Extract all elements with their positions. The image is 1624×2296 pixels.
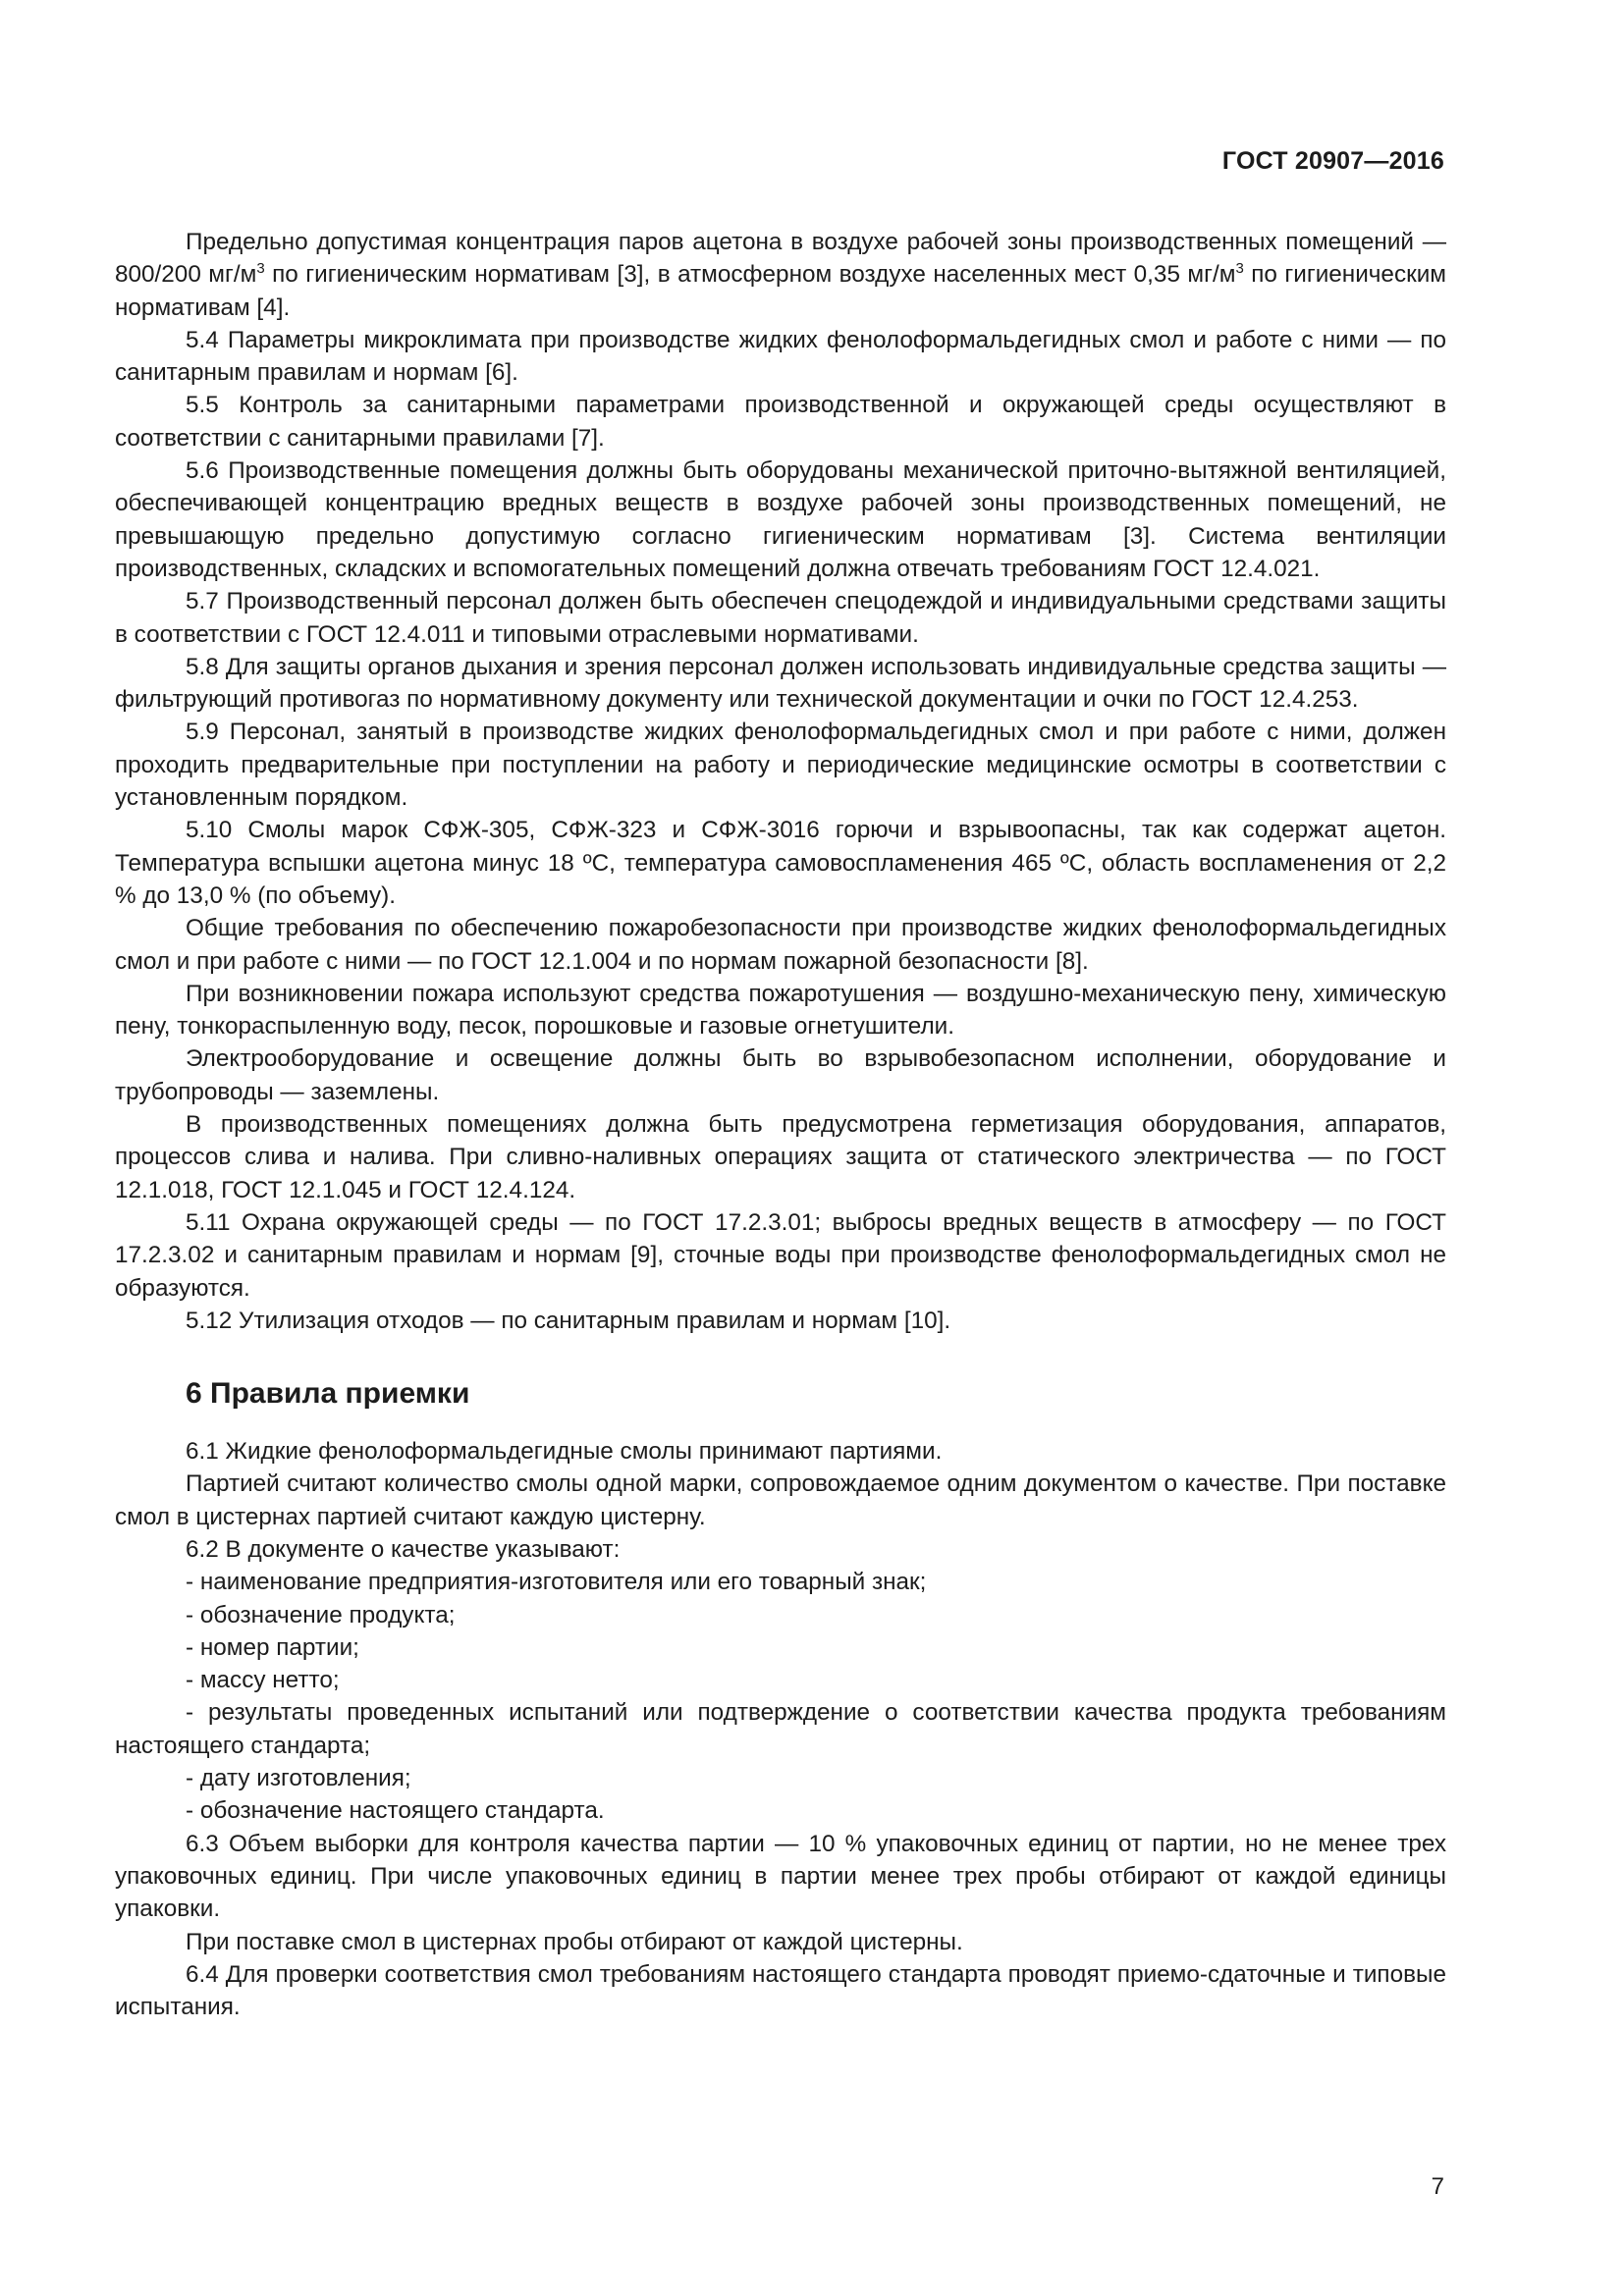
- paragraph-acetone-limits: Предельно допустимая концентрация паров ацетона в воздухе рабочей зоны производственных помещений — 800/200 $мг/м^3$ по гигиеническим нормативам [3], в атмосферном воздухе населенных мест 0,35 $мг/м^3$ по гигиеническим нормативам [4].: [115, 229, 1446, 321]
- paragraph-electric: Электрооборудование и освещение должны быть во взрывобезопасном исполнении, оборудование и трубопроводы — заземлены.: [115, 1045, 1446, 1105]
- paragraph-5-5: 5.5 Контроль за санитарными параметрами производственной и окружающей среды осуществляют в соответствии с санитарными правилами [7].: [115, 392, 1446, 452]
- list-item: - наименование предприятия-изготовителя или его товарный знак;: [186, 1569, 927, 1596]
- document-body: [115, 226, 1446, 2023]
- document-code-header: ГОСТ 20907—2016: [1221, 147, 1444, 175]
- paragraph-5-8: 5.8 Для защиты органов дыхания и зрения персонал должен использовать индивидуальные средства защиты — фильтрующий противогаз по нормативному документу или технической документации и очки по ГОСТ 12.4.253.: [115, 653, 1446, 714]
- list-item: - результаты проведенных испытаний или подтверждение о соответствии качества продукта требованиям настоящего стандарта;: [115, 1699, 1446, 1759]
- paragraph-batch: Партией считают количество смолы одной марки, сопровождаемое одним документом о качестве. При поставке смол в цистернах партией считают каждую цистерну.: [115, 1470, 1446, 1530]
- list-item: - обозначение продукта;: [186, 1601, 456, 1629]
- section-heading-6: 6 Правила приемки: [186, 1377, 470, 1411]
- list-item: - массу нетто;: [186, 1667, 340, 1694]
- paragraph-5-11: 5.11 Охрана окружающей среды — по ГОСТ 17.2.3.01; выбросы вредных веществ в атмосферу — по ГОСТ 17.2.3.02 и санитарным правилам и нормам [9], сточные воды при производстве фенолоформальдегидных смол не образуются.: [115, 1208, 1446, 1302]
- paragraph-6-2: 6.2 В документе о качестве указывают:: [186, 1535, 621, 1563]
- paragraph-5-7: 5.7 Производственный персонал должен быть обеспечен спецодеждой и индивидуальными средствами защиты в соответствии с ГОСТ 12.4.011 и типовыми отраслевыми нормативами.: [115, 588, 1446, 648]
- superscript: 3: [256, 260, 265, 278]
- paragraph-5-4: 5.4 Параметры микроклимата при производстве жидких фенолоформальдегидных смол и работе с ними — по санитарным правилам и нормам [6].: [115, 326, 1446, 387]
- paragraph-6-3: 6.3 Объем выборки для контроля качества партии — 10 % упаковочных единиц от партии, но не менее трех упаковочных единиц. При числе упаковочных единиц в партии менее трех пробы отбирают от каждой единицы упаковки.: [115, 1830, 1446, 1923]
- list-item: - дату изготовления;: [186, 1765, 411, 1792]
- paragraph-5-9: 5.9 Персонал, занятый в производстве жидких фенолоформальдегидных смол и при работе с ними, должен проходить предварительные при поступлении на работу и периодические медицинские осмотры в соответствии с установленным порядком.: [115, 719, 1446, 812]
- paragraph-sealing: В производственных помещениях должна быть предусмотрена герметизация оборудования, аппаратов, процессов слива и налива. При сливно-наливных операциях защита от статического электричества — по ГОСТ 12.1.018, ГОСТ 12.1.045 и ГОСТ 12.4.124.: [115, 1111, 1446, 1203]
- paragraph-tanks: При поставке смол в цистернах пробы отбирают от каждой цистерны.: [186, 1928, 963, 1955]
- paragraph-fire-means: При возникновении пожара используют средства пожаротушения — воздушно-механическую пену, химическую пену, тонкораспыленную воду, песок, порошковые и газовые огнетушители.: [115, 980, 1446, 1041]
- superscript: 3: [1235, 260, 1244, 278]
- paragraph-5-12: 5.12 Утилизация отходов — по санитарным правилам и нормам [10].: [186, 1307, 951, 1334]
- list-item: - обозначение настоящего стандарта.: [186, 1797, 605, 1825]
- page-number: 7: [1431, 2173, 1444, 2200]
- paragraph-5-10: 5.10 Смолы марок СФЖ-305, СФЖ-323 и СФЖ-3016 горючи и взрывоопасны, так как содержат ацетон. Температура вспышки ацетона минус 18 ºС, температура самовоспламенения 465 ºС, область воспламенения от 2,2 % до 13,0 % (по объему).: [115, 817, 1446, 909]
- paragraph-fire-general: Общие требования по обеспечению пожаробезопасности при производстве жидких фенолоформальдегидных смол и при работе с ними — по ГОСТ 12.1.004 и по нормам пожарной безопасности [8].: [115, 915, 1446, 975]
- paragraph-6-1: 6.1 Жидкие фенолоформальдегидные смолы принимают партиями.: [186, 1438, 943, 1466]
- list-item: - номер партии;: [186, 1633, 359, 1661]
- paragraph-6-4: 6.4 Для проверки соответствия смол требованиям настоящего стандарта проводят приемо-сдаточные и типовые испытания.: [115, 1960, 1446, 2021]
- paragraph-5-6: 5.6 Производственные помещения должны быть оборудованы механической приточно-вытяжной вентиляцией, обеспечивающей концентрацию вредных веществ в воздухе рабочей зоны производственных помещений, не превышающую предельно допустимую согласно гигиеническим нормативам [3]. Система вентиляции производственных, складских и вспомогательных помещений должна отвечать требованиям ГОСТ 12.4.021.: [115, 457, 1446, 582]
